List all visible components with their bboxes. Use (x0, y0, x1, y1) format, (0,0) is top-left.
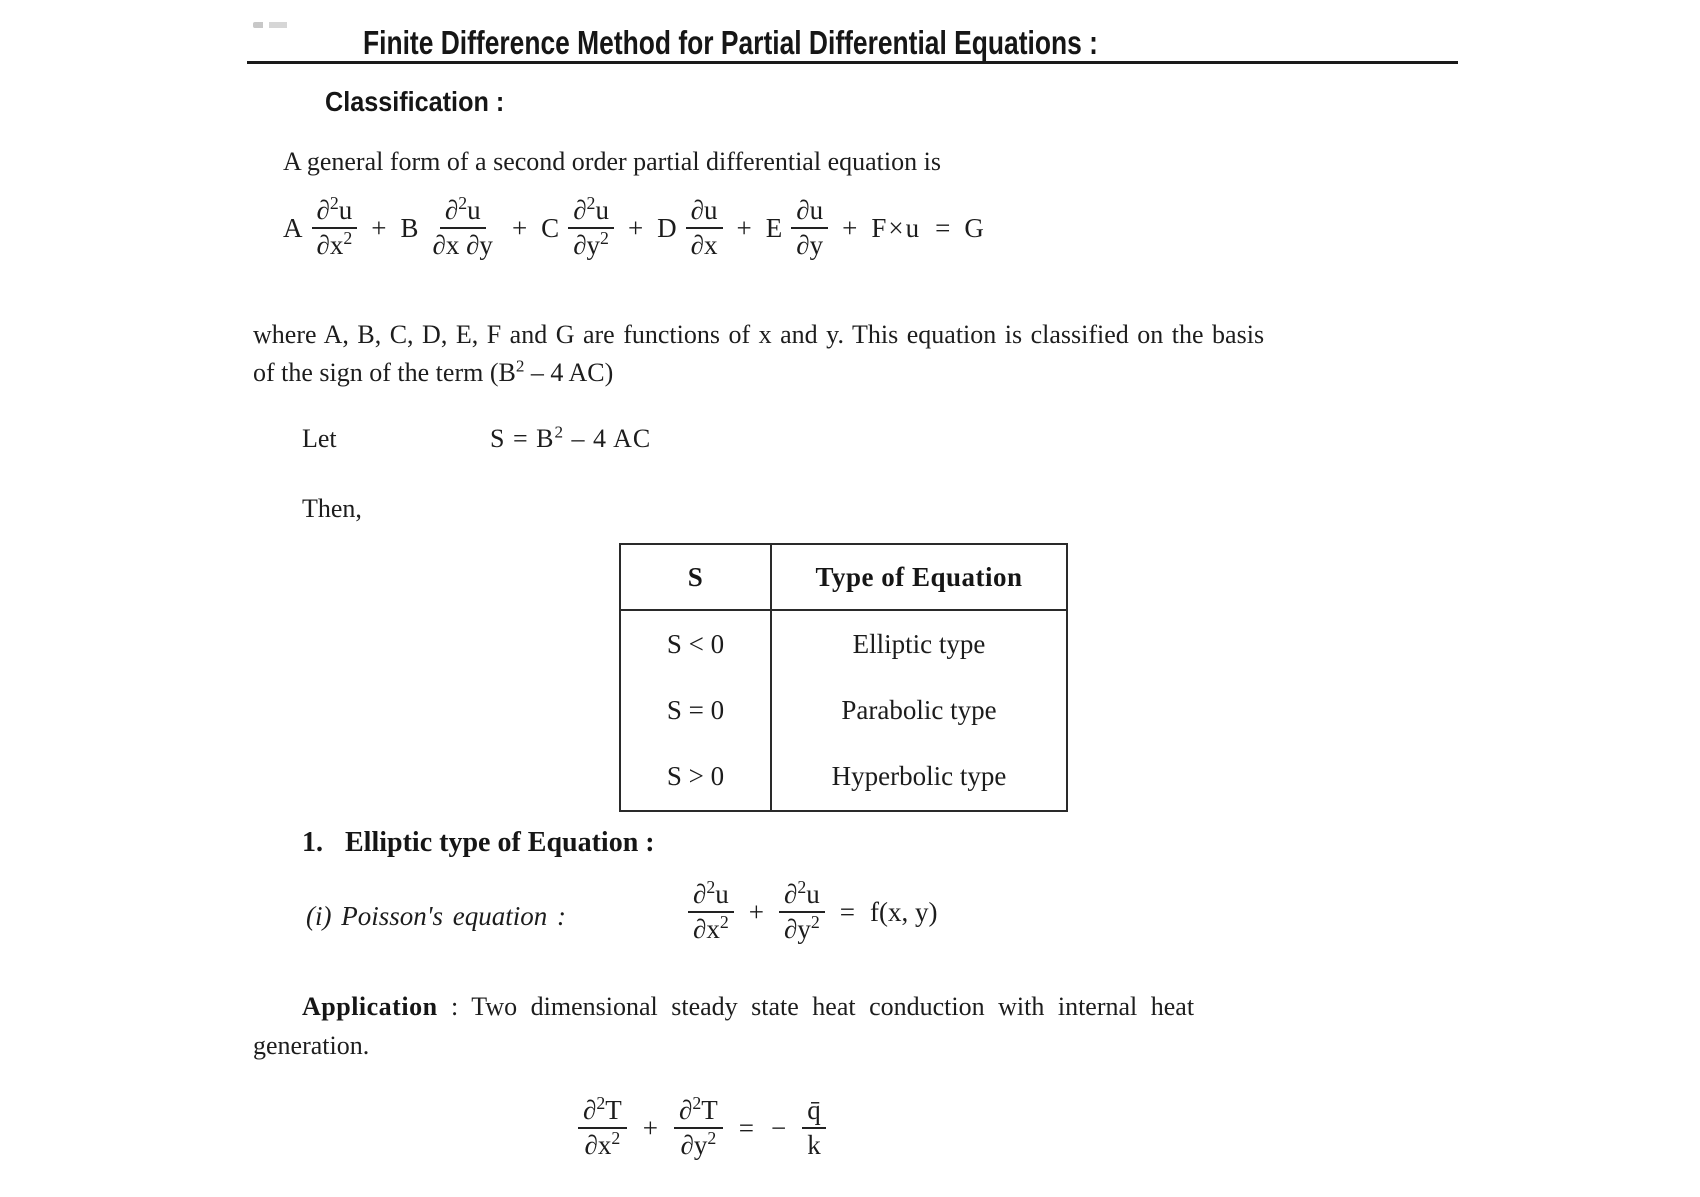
plus-operator: + (627, 212, 644, 243)
fraction-d2T-dx2 (578, 1094, 627, 1162)
coefficient-d: D (657, 212, 677, 243)
numerator: ∂$^2$u (568, 194, 614, 229)
table-row (621, 744, 1066, 810)
equals-sign: = (738, 1112, 754, 1143)
plus-operator: + (511, 212, 528, 243)
fraction-d2u-dy2 (779, 878, 825, 946)
denominator: ∂x (690, 230, 718, 260)
coefficient-a: A (283, 212, 303, 243)
denominator: ∂y (796, 230, 824, 260)
denominator: ∂x ∂y (432, 230, 493, 260)
plus-operator: + (748, 896, 764, 927)
application-paragraph-line2: generation. (253, 1031, 370, 1060)
poisson-equation (688, 878, 937, 946)
table-cell-condition: S > 0 (621, 744, 772, 810)
denominator: k (807, 1130, 821, 1160)
fraction-qbar-k (802, 1094, 826, 1162)
plus-operator: + (371, 212, 387, 243)
table-cell-type: Hyperbolic type (831, 761, 1007, 792)
discriminant-paragraph-line1: where A, B, C, D, E, F and G are functions of x and y. This equation is classified on the basis (253, 320, 1265, 349)
section-heading-classification: Classification : (325, 86, 505, 117)
minus-operator: − (770, 1112, 787, 1143)
rhs-g: G (964, 212, 984, 243)
fraction-d2u-dy2 (568, 194, 614, 262)
numerator: ∂$^2$u (312, 194, 358, 229)
plus-operator: + (736, 212, 752, 243)
heading-number: 1. (302, 827, 323, 858)
denominator: $\partial y^2$ (680, 1128, 717, 1160)
poisson-label: (i) Poisson's equation : (306, 901, 567, 931)
denominator: $\partial y^2$ (573, 228, 609, 260)
denominator: $\partial y^2$ (783, 912, 820, 944)
equals-sign: = (935, 212, 951, 243)
application-label: Application (302, 992, 438, 1021)
plus-operator: + (642, 1112, 658, 1143)
let-label: Let (302, 424, 337, 453)
numerator: ∂$^2$T (578, 1094, 627, 1129)
heading-text: Elliptic type of Equation : (345, 827, 655, 858)
application-paragraph-line1: Application : Two dimensional steady state heat conduction with internal heat (302, 992, 1195, 1021)
then-label: Then, (302, 494, 362, 523)
table-cell-type: Parabolic type (841, 694, 997, 725)
table-header-row (621, 545, 1066, 611)
numerator: ∂$^2$u (440, 194, 486, 229)
coefficient-c: C (541, 212, 560, 243)
fraction-d2u-dx2 (688, 878, 734, 946)
scan-artifact (253, 22, 297, 28)
fraction-du-dy (791, 194, 828, 262)
table-row (621, 611, 1066, 677)
heat-conduction-equation (578, 1094, 826, 1162)
let-expression: $S = B^2 - 4$ AC (490, 422, 652, 453)
title-underline (247, 61, 1458, 64)
table-cell-condition: S < 0 (621, 611, 772, 677)
plus-operator: + (842, 212, 858, 243)
table-row (621, 677, 1066, 743)
numerator: ∂$^2$u (779, 878, 825, 913)
numerator: ∂$^2$u (688, 878, 734, 913)
table-cell-condition: S = 0 (621, 677, 772, 743)
classification-table (619, 543, 1068, 812)
numerator: ∂u (686, 194, 723, 229)
coefficient-b: B (400, 212, 419, 243)
page-title: Finite Difference Method for Partial Differential Equations : (363, 24, 1098, 61)
numerator: ∂u (791, 194, 828, 229)
term-f-times-u: F×u (871, 212, 922, 243)
intro-paragraph: A general form of a second order partial differential equation is (283, 147, 941, 176)
numerator: q̄ (802, 1094, 826, 1129)
denominator: $\partial x^2$ (584, 1128, 621, 1160)
table-cell-type: Elliptic type (852, 628, 986, 659)
coefficient-e: E (765, 212, 783, 243)
fraction-d2u-dxdy (428, 194, 498, 262)
rhs-fxy: f(x, y) (869, 896, 938, 927)
table-header-cell-type: Type of Equation (815, 561, 1023, 592)
fraction-du-dx (686, 194, 723, 262)
fraction-d2u-dx2 (312, 194, 358, 262)
table-header-cell-s: S (621, 545, 772, 609)
discriminant-paragraph-line2: of the sign of the term ($B^2 - 4$ AC) (253, 356, 614, 387)
equals-sign: = (839, 896, 855, 927)
general-pde-equation (283, 194, 984, 262)
elliptic-section-heading (302, 827, 655, 859)
denominator: $\partial x^2$ (693, 912, 729, 944)
numerator: ∂$^2$T (674, 1094, 723, 1129)
fraction-d2T-dy2 (674, 1094, 723, 1162)
denominator: $\partial x^2$ (316, 228, 353, 260)
